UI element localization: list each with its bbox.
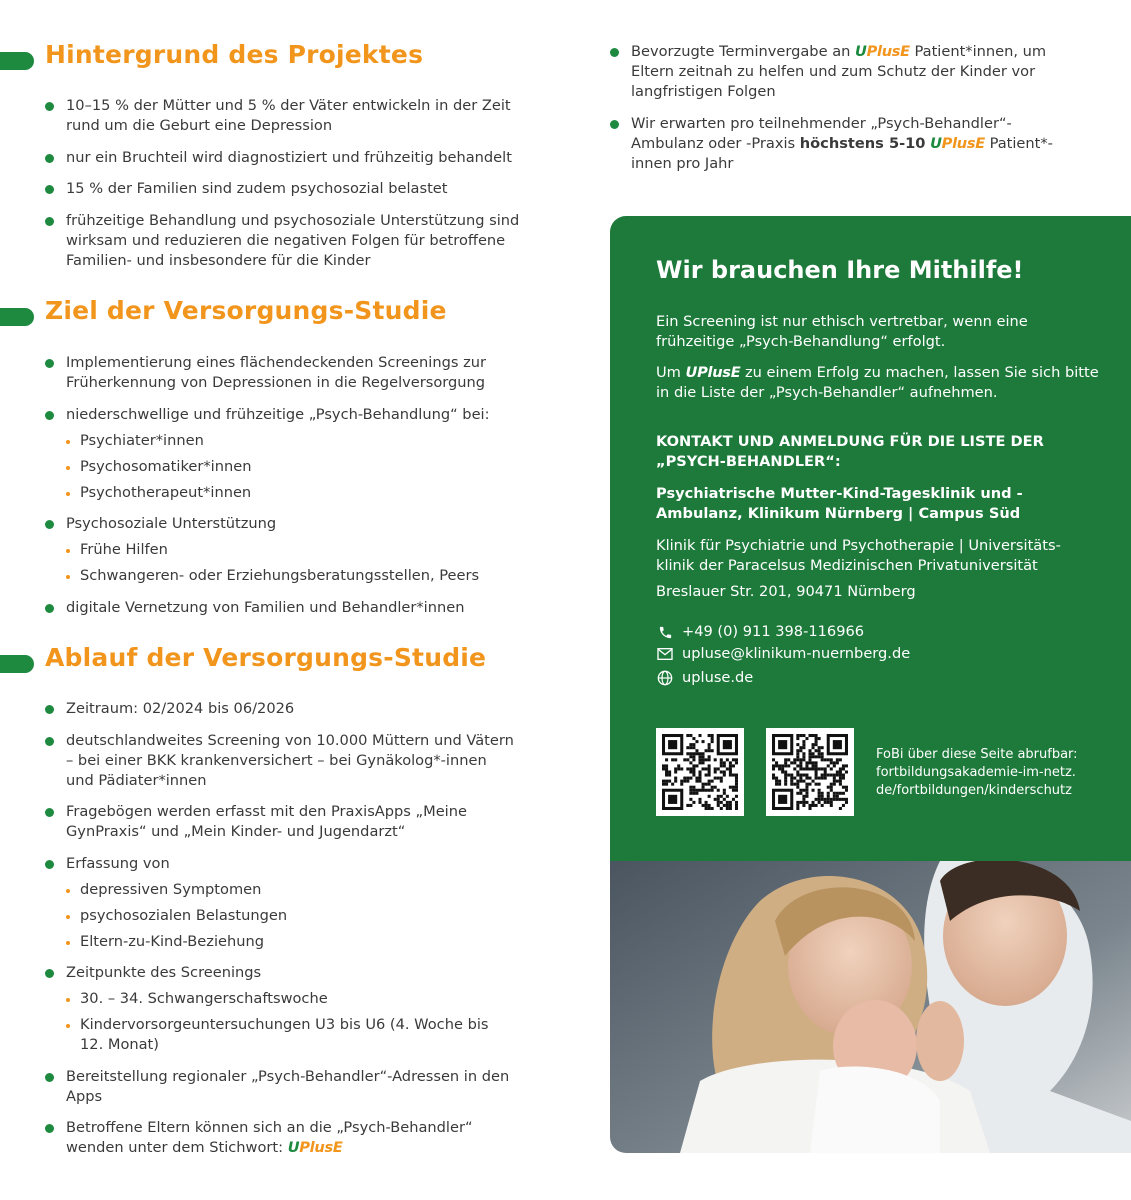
list-item-text: Wir erwarten pro teilnehmender „Psych-Behandler“-Ambulanz oder -Praxis	[631, 114, 1012, 152]
website-url: upluse.de	[682, 669, 754, 686]
list-item	[45, 514, 525, 586]
section-tab-marker	[0, 655, 34, 673]
parents-with-newborn-photo	[610, 861, 1131, 1153]
upluse-logo-text: UPlusE	[930, 134, 985, 152]
list-item	[610, 42, 1060, 102]
qr-code-upluse[interactable]	[656, 728, 744, 816]
benefits-list	[610, 42, 1060, 185]
sub-list-item: psychosozialen Belastungen	[66, 906, 515, 926]
box-title: Wir brauchen Ihre Mithilfe!	[656, 256, 1024, 284]
list-item: digitale Vernetzung von Familien und Behandler*innen	[45, 598, 525, 618]
section-title: Ziel der Versorgungs-Studie	[45, 296, 447, 325]
list-item-text: Patient*-innen pro Jahr	[631, 134, 1053, 172]
list-item-text: Patient*innen, um Eltern zeitnah zu helfen und zum Schutz der Kinder vor langfristigen Folgen	[631, 43, 1047, 100]
list-item: frühzeitige Behandlung und psychosoziale Unterstützung sind wirksam und reduzieren die negativen Folgen für betroffene Familien- und insbesondere für die Kinder	[45, 211, 525, 271]
web-line[interactable]	[656, 668, 753, 688]
section-tab-marker	[0, 52, 34, 70]
sub-list-item: Schwangeren- oder Erziehungsberatungsstellen, Peers	[66, 566, 525, 586]
phone-number: +49 (0) 911 398-116966	[682, 623, 865, 640]
email-address: upluse@klinikum-nuernberg.de	[682, 645, 911, 662]
phone-line[interactable]	[656, 622, 864, 642]
clinic-name: Psychiatrische Mutter-Kind-Tagesklinik und -Ambulanz, Klinikum Nürnberg | Campus Süd	[656, 485, 1023, 522]
list-item: deutschlandweites Screening von 10.000 Müttern und Vätern – bei einer BKK krankenversichert – bei Gynäkolog*-innen und Pädiater*innen	[45, 731, 515, 791]
upluse-logo-text: UPlusE	[685, 364, 741, 381]
globe-icon	[656, 669, 674, 687]
section-title: Hintergrund des Projektes	[45, 40, 424, 69]
upluse-logo-text: UPlusE	[855, 43, 910, 60]
list-item	[45, 405, 525, 503]
call-to-action-box	[610, 216, 1131, 861]
sub-list-item: Eltern-zu-Kind-Beziehung	[66, 932, 515, 952]
sub-list	[66, 989, 515, 1055]
phone-icon	[656, 623, 674, 641]
sub-list-item: Frühe Hilfen	[66, 540, 525, 560]
hintergrund-list	[45, 96, 525, 282]
list-item: Implementierung eines flächendeckenden Screenings zur Früherkennung von Depressionen in die Regelversorgung	[45, 353, 525, 393]
clinic-description: Klinik für Psychiatrie und Psychotherapie | Universitäts-klinik der Paracelsus Medizinischen Privatuniversität	[656, 537, 1061, 574]
list-item	[45, 1118, 515, 1158]
list-item: nur ein Bruchteil wird diagnostiziert und frühzeitig behandelt	[45, 148, 525, 168]
highlight-text: höchstens 5-10	[799, 134, 926, 152]
list-item	[45, 963, 515, 1055]
list-item: Zeitraum: 02/2024 bis 06/2026	[45, 699, 515, 719]
box-paragraph: Ein Screening ist nur ethisch vertretbar, wenn eine frühzeitige „Psych-Behandlung“ erfolgt.	[656, 313, 1028, 350]
sub-list-item: Kindervorsorgeuntersuchungen U3 bis U6 (4. Woche bis 12. Monat)	[66, 1015, 515, 1055]
list-item-text: niederschwellige und frühzeitige „Psych-Behandlung“ bei:	[66, 405, 490, 423]
list-item: Bereitstellung regionaler „Psych-Behandler“-Adressen in den Apps	[45, 1067, 515, 1107]
list-item: Fragebögen werden erfasst mit den PraxisApps „Meine GynPraxis“ und „Mein Kinder- und Jugendarzt“	[45, 802, 515, 842]
sub-list	[66, 540, 525, 586]
list-item-text: Bevorzugte Terminvergabe an	[631, 43, 851, 60]
ablauf-list	[45, 699, 515, 1170]
mail-icon	[656, 645, 674, 663]
list-item-text: Betroffene Eltern können sich an die „Psych-Behandler“ wenden unter dem Stichwort:	[66, 1119, 473, 1156]
upluse-logo-text: UPlusE	[287, 1139, 343, 1156]
list-item-text: Psychosoziale Unterstützung	[66, 515, 277, 532]
sub-list-item: depressiven Symptomen	[66, 880, 515, 900]
sub-list-item: 30. – 34. Schwangerschaftswoche	[66, 989, 515, 1009]
qr-note: FoBi über diese Seite abrufbar: fortbildungsakademie-im-netz. de/fortbildungen/kinderschutz	[876, 747, 1078, 798]
sub-list-item: Psychiater*innen	[66, 431, 525, 451]
list-item	[610, 114, 1060, 174]
list-item: 15 % der Familien sind zudem psychosozial belastet	[45, 179, 525, 199]
qr-code-fobi[interactable]	[766, 728, 854, 816]
sub-list-item: Psychosomatiker*innen	[66, 457, 525, 477]
section-tab-marker	[0, 308, 34, 326]
address: Breslauer Str. 201, 90471 Nürnberg	[656, 583, 916, 600]
sub-list	[66, 431, 525, 503]
list-item: 10–15 % der Mütter und 5 % der Väter entwickeln in der Zeit rund um die Geburt eine Depression	[45, 96, 525, 136]
email-line[interactable]	[656, 644, 910, 664]
ziel-list	[45, 353, 525, 629]
box-paragraph: Um UPlusE zu einem Erfolg zu machen, lassen Sie sich bitte in die Liste der „Psych-Behandler“ aufnehmen.	[656, 364, 1099, 401]
contact-heading: KONTAKT UND ANMELDUNG FÜR DIE LISTE DER „PSYCH-BEHANDLER“:	[656, 433, 1044, 470]
sub-list-item: Psychotherapeut*innen	[66, 483, 525, 503]
sub-list	[66, 880, 515, 952]
section-title: Ablauf der Versorgungs-Studie	[45, 643, 487, 672]
list-item	[45, 854, 515, 952]
list-item-text: Erfassung von	[66, 854, 170, 872]
list-item-text: Zeitpunkte des Screenings	[66, 964, 262, 981]
